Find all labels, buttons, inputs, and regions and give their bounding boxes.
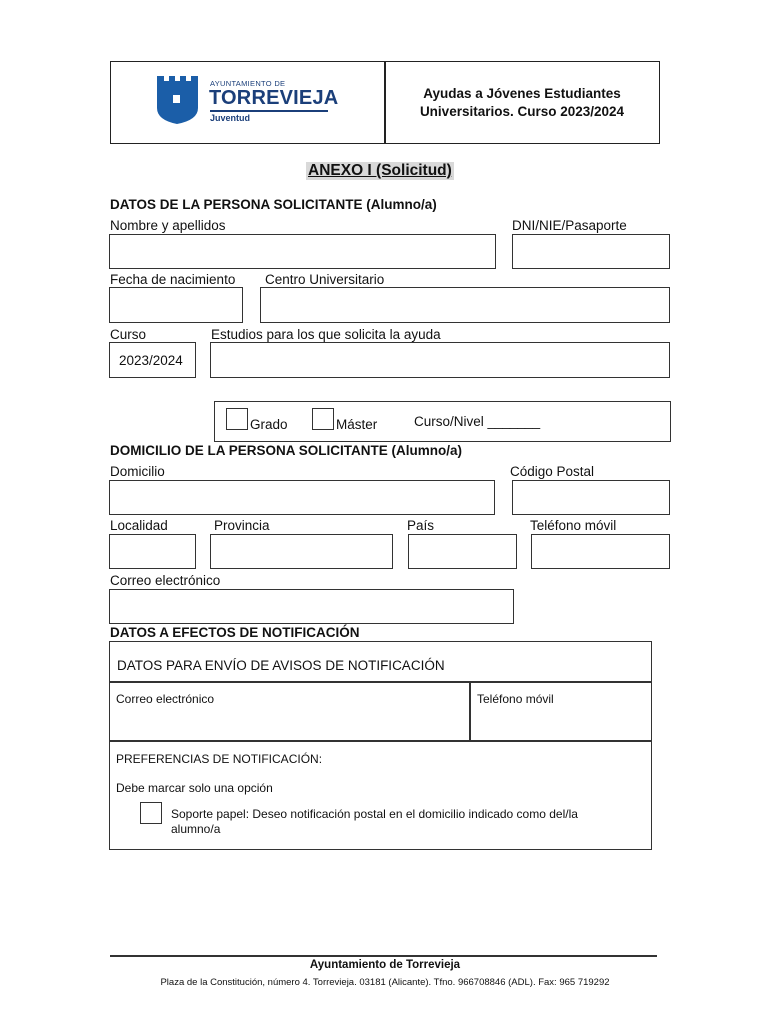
notification-divider [110,681,651,683]
university-center-label: Centro Universitario [265,272,385,287]
province-label: Provincia [214,518,270,533]
postal-code-field[interactable] [512,480,670,515]
notification-section-title: DATOS A EFECTOS DE NOTIFICACIÓN [110,625,360,640]
name-label: Nombre y apellidos [110,218,226,233]
preferences-title: PREFERENCIAS DE NOTIFICACIÓN: [116,752,323,766]
postal-code-label: Código Postal [510,464,595,479]
single-option-note: Debe marcar solo una opción [116,781,273,795]
footer-divider [110,955,657,957]
notification-phone-label: Teléfono móvil [477,692,554,706]
annex-title: ANEXO I (Solicitud) [308,162,452,179]
name-field[interactable] [109,234,496,269]
header-table [110,61,660,144]
course-level-label: Curso/Nivel _______ [414,414,541,429]
province-field[interactable] [210,534,393,569]
notification-table-header: DATOS PARA ENVÍO DE AVISOS DE NOTIFICACIÓN [117,658,445,673]
birth-date-label: Fecha de nacimiento [110,272,236,287]
notification-email-label: Correo electrónico [116,692,215,706]
grado-label: Grado [250,417,288,432]
grado-checkbox[interactable] [226,408,248,430]
master-label: Máster [336,417,378,432]
paper-option-line1: Soporte papel: Deseo notificación postal en el domicilio indicado como del/la [171,807,578,821]
country-label: País [407,518,435,533]
tower-logo-icon [155,74,205,126]
notification-email-field[interactable] [110,705,468,739]
mobile-label: Teléfono móvil [530,518,617,533]
logo-sub-text: Juventud [210,113,251,123]
email-label: Correo electrónico [110,573,221,588]
logo-top-text: AYUNTAMIENTO DE [210,79,286,88]
university-center-field[interactable] [260,287,670,323]
applicant-section-title: DATOS DE LA PERSONA SOLICITANTE (Alumno/a) [110,197,437,212]
header-title-line1: Ayudas a Jóvenes Estudiantes [423,85,621,101]
logo-main-text: TORREVIEJA [209,87,339,109]
course-label: Curso [110,327,147,342]
notification-divider [110,740,651,742]
logo-divider [210,110,328,112]
header-title-line2: Universitarios. Curso 2023/2024 [419,103,625,119]
id-label: DNI/NIE/Pasaporte [512,218,627,233]
birth-date-field[interactable] [109,287,243,323]
paper-option-line2: alumno/a [171,822,221,836]
address-section-title: DOMICILIO DE LA PERSONA SOLICITANTE (Alumno/a) [110,443,462,458]
paper-support-checkbox[interactable] [140,802,162,824]
header-divider [384,62,386,143]
course-field[interactable]: 2023/2024 [109,342,196,378]
studies-field[interactable] [210,342,670,378]
country-field[interactable] [408,534,517,569]
header-title [387,62,657,143]
notification-phone-field[interactable] [471,705,649,739]
mobile-field[interactable] [531,534,670,569]
footer-org: Ayuntamiento de Torrevieja [309,959,461,971]
address-label: Domicilio [110,464,165,479]
notification-table [109,641,652,850]
footer-address: Plaza de la Constitución, número 4. Torrevieja. 03181 (Alicante). Tfno. 966708846 (ADL). Fax: 965 719292 [160,977,610,988]
email-field[interactable] [109,589,514,624]
locality-label: Localidad [110,518,168,533]
id-field[interactable] [512,234,670,269]
studies-label: Estudios para los que solicita la ayuda [211,327,441,342]
address-field[interactable] [109,480,495,515]
locality-field[interactable] [109,534,196,569]
master-checkbox[interactable] [312,408,334,430]
